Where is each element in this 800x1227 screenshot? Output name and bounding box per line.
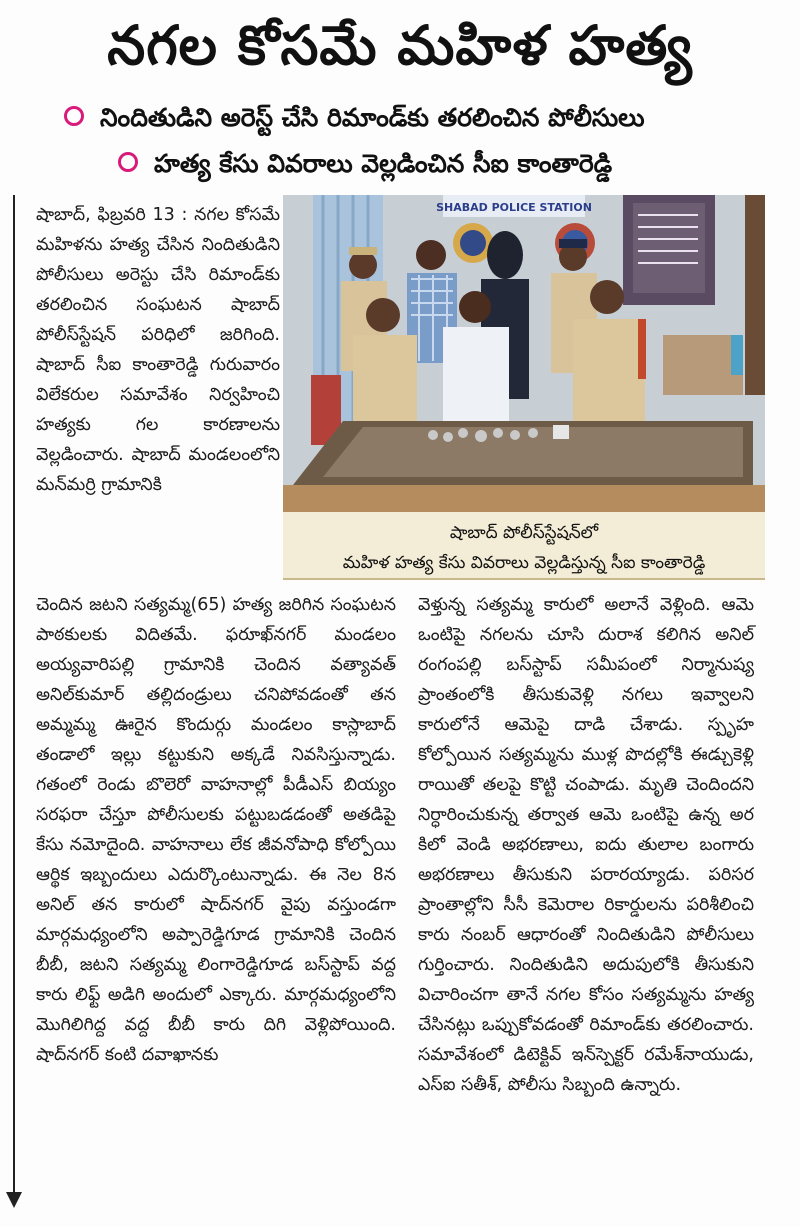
- article-column-left-top: [36, 200, 280, 500]
- subheading-arrest: [64, 96, 645, 140]
- subheading-arrest-text: నిందితుడిని అరెస్ట్ చేసి రిమాండ్‌కు తరలించిన పోలీసులు: [100, 103, 645, 132]
- article-column-right: [418, 590, 754, 1100]
- station-sign-text: SHABAD POLICE STATION: [436, 201, 592, 214]
- article-text-left-bottom: చెందిన జటని సత్యమ్మ(65) హత్య జరిగిన సంఘటన పాఠకులకు విదితమే. ఫరూఖ్‌నగర్ మండలం అయ్యవారిపల్లి గ్రామానికి చెందిన వత్యావత్ అనిల్‌కుమార్ తల్లిదండ్రులు చనిపోవడంతో తన అమ్మమ్మ ఊరైన కొందుర్గు మండలం కాస్లాబాద్ తండాలో ఇల్లు కట్టుకుని అక్కడే నివసిస్తున్నాడు. గతంలో రెండు బొలెరో వాహనాల్లో పీడీఎస్ బియ్యం సరఫరా చేస్తూ పోలీసులకు పట్టుబడడంతో అతడిపై కేసు నమోదైంది. వాహనాలు లేక జీవనోపాధి కోల్పోయి ఆర్థిక ఇబ్బందులు ఎదుర్కొంటున్నాడు. ఈ నెల 8న అనిల్ తన కారులో షాద్‌నగర్ వైపు వస్తుండగా మార్గమధ్యంలోని అప్పారెడ్డిగూడ గ్రామానికి చెందిన బీబీ, జటని సత్యమ్మ లింగారెడ్డిగూడ బస్‌స్టాప్ వద్ద కారు లిఫ్ట్ అడిగి అందులో ఎక్కారు. మార్గమధ్యంలోని మొగిలిగిద్ద వద్ద బీబీ కారు దిగి వెళ్లిపోయింది. షాద్‌నగర్ కంటి దవాఖానకు: [36, 595, 396, 1065]
- headline: నగల కోసమే మహిళ హత్య: [107, 14, 693, 77]
- circle-bullet-icon: [118, 152, 138, 172]
- article-text-left-top: షాబాద్, ఫిబ్రవరి 13 : నగల కోసమే మహిళను హత్య చేసిన నిందితుడిని పోలీసులు అరెస్టు చేసి రిమాండ్‌కు తరలించిన సంఘటన షాబాద్ పోలీస్‌స్టేషన్ పరిధిలో జరిగింది. షాబాద్ సీఐ కాంతారెడ్డి గురువారం విలేకరుల సమావేశం నిర్వహించి హత్యకు గల కారణాలను వెల్లడించారు. షాబాద్ మండలంలోని మన్‌మర్రి గ్రామానికి: [36, 205, 280, 495]
- caption-line-2: మహిళ హత్య కేసు వివరాలు వెల్లడిస్తున్న సీఐ కాంతారెడ్డి: [342, 553, 706, 573]
- police-station-photo-illustration: [283, 195, 765, 512]
- photo-caption: [283, 512, 765, 580]
- article-column-left-bottom: [36, 590, 396, 1070]
- subheading-ci-text: హత్య కేసు వివరాలు వెల్లడించిన సీఐ కాంతారెడ్డి: [154, 149, 613, 178]
- subheading-ci-details: [118, 142, 612, 186]
- article-text-right: వెళ్తున్న సత్యమ్మ కారులో అలానే వెళ్లింది. ఆమె ఒంటిపై నగలను చూసి దురాశ కలిగిన అనిల్ రంగంపల్లి బస్‌స్టాప్ సమీపంలో నిర్మానుష్య ప్రాంతంలోకి తీసుకువెళ్లి నగలు ఇవ్వాలని కారులోనే ఆమెపై దాడి చేశాడు. స్పృహ కోల్పోయిన సత్యమ్మను ముళ్ల పొదల్లోకి ఈడ్చుకెళ్లి రాయితో తలపై కొట్టి చంపాడు. మృతి చెందిందని నిర్ధారించుకున్న తర్వాత ఆమె ఒంటిపై ఉన్న అర కిలో వెండి అభరణాలు, ఐదు తులాల బంగారు అభరణాలు తీసుకుని పరారయ్యాడు. పరిసర ప్రాంతాల్లోని సీసీ కెమెరాల రికార్డులను పరిశీలించి కారు నంబర్ ఆధారంతో నిందితుడిని పోలీసులు గుర్తించారు. నిందితుడిని అదుపులోకి తీసుకుని విచారించగా తానే నగల కోసం సత్యమ్మను హత్య చేసినట్లు ఒప్పుకోవడంతో రిమాండ్‌కు తరలించారు. సమావేశంలో డిటెక్టివ్ ఇన్‌స్పెక్టర్ రమేశ్‌నాయుడు, ఎస్ఐ సతీశ్, పోలీసు సిబ్బంది ఉన్నారు.: [418, 595, 754, 1095]
- circle-bullet-icon: [64, 106, 84, 126]
- continuation-arrow-line: [13, 195, 15, 1200]
- caption-line-1: షాబాద్ పోలీస్‌స్టేషన్‌లో: [449, 523, 599, 543]
- down-arrow-icon: [6, 1192, 22, 1208]
- press-meet-photo: [283, 195, 765, 512]
